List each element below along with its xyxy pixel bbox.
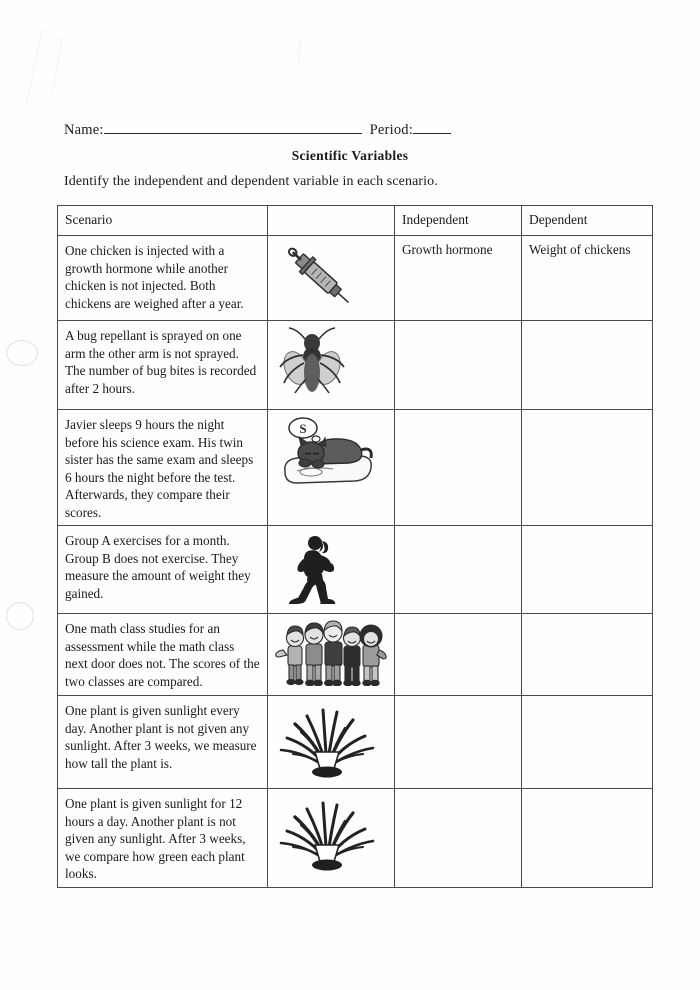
walking-person-icon — [275, 532, 387, 604]
dependent-answer-cell[interactable]: Weight of chickens — [522, 236, 653, 321]
scenario-cell: One plant is given sunlight every day. Another plant is not given any sunlight. After 3 weeks, we measure how tall the plant is. — [58, 696, 268, 789]
independent-answer-cell[interactable] — [395, 696, 522, 789]
scenario-cell: One chicken is injected with a growth hormone while another chicken is not injected. Both chickens are weighed after a year. — [58, 236, 268, 321]
name-input-rule[interactable] — [104, 120, 362, 134]
period-label: Period: — [369, 122, 413, 138]
period-input-rule[interactable] — [413, 120, 451, 134]
image-cell — [268, 321, 395, 410]
hole-punch-artifact-top — [6, 340, 38, 366]
dependent-answer-cell[interactable] — [522, 526, 653, 614]
dependent-answer-cell[interactable] — [522, 410, 653, 526]
scenario-cell: Group A exercises for a month. Group B does not exercise. They measure the amount of weight they gained. — [58, 526, 268, 614]
group-of-children-icon — [275, 620, 387, 686]
sleeping-cat-icon — [275, 416, 387, 488]
table-row — [58, 696, 653, 789]
table-row — [58, 410, 653, 526]
independent-answer-cell[interactable] — [395, 410, 522, 526]
dependent-answer-cell[interactable] — [522, 321, 653, 410]
hole-punch-artifact-bottom — [6, 602, 34, 630]
dependent-answer-cell[interactable] — [522, 789, 653, 888]
dependent-answer-cell[interactable] — [522, 614, 653, 696]
independent-answer-cell[interactable] — [395, 526, 522, 614]
column-header-independent: Independent — [395, 206, 522, 236]
scenario-cell: One plant is given sunlight for 12 hours a day. Another plant is not given any sunlight. After 3 weeks, we compare how green each plant looks. — [58, 789, 268, 888]
page-title: Scientific Variables — [291, 148, 409, 163]
image-cell — [268, 236, 395, 321]
image-cell — [268, 526, 395, 614]
independent-answer-cell[interactable]: Growth hormone — [395, 236, 522, 321]
independent-answer-cell[interactable] — [395, 321, 522, 410]
syringe-icon — [275, 242, 387, 308]
svg-text:S: S — [299, 421, 307, 436]
table-row — [58, 526, 653, 614]
scenario-cell: Javier sleeps 9 hours the night before his science exam. His twin sister has the same exam and sleeps 6 hours the night before the test. Afterwards, they compare their scores. — [58, 410, 268, 526]
scenario-cell: A bug repellant is sprayed on one arm the other arm is not sprayed. The number of bug bites is recorded after 2 hours. — [58, 321, 268, 410]
table-row — [58, 789, 653, 888]
name-period-line — [64, 120, 451, 139]
potted-grass-plant-icon — [275, 795, 387, 871]
column-header-scenario: Scenario — [58, 206, 268, 236]
table-row — [58, 614, 653, 696]
potted-grass-plant-icon — [275, 702, 387, 778]
independent-answer-cell[interactable] — [395, 614, 522, 696]
column-header-dependent: Dependent — [522, 206, 653, 236]
table-row — [58, 236, 653, 321]
name-label: Name: — [64, 122, 104, 138]
instructions-text: Identify the independent and dependent variable in each scenario. — [64, 174, 438, 189]
fly-icon — [275, 327, 387, 397]
scientific-variables-table — [57, 205, 653, 888]
image-cell — [268, 410, 395, 526]
dependent-answer-cell[interactable] — [522, 696, 653, 789]
table-row — [58, 321, 653, 410]
column-header-image — [268, 206, 395, 236]
scenario-cell: One math class studies for an assessment while the math class next door does not. The scores of the two classes are compared. — [58, 614, 268, 696]
image-cell — [268, 614, 395, 696]
independent-answer-cell[interactable] — [395, 789, 522, 888]
image-cell — [268, 696, 395, 789]
table-header-row — [58, 206, 653, 236]
image-cell — [268, 789, 395, 888]
